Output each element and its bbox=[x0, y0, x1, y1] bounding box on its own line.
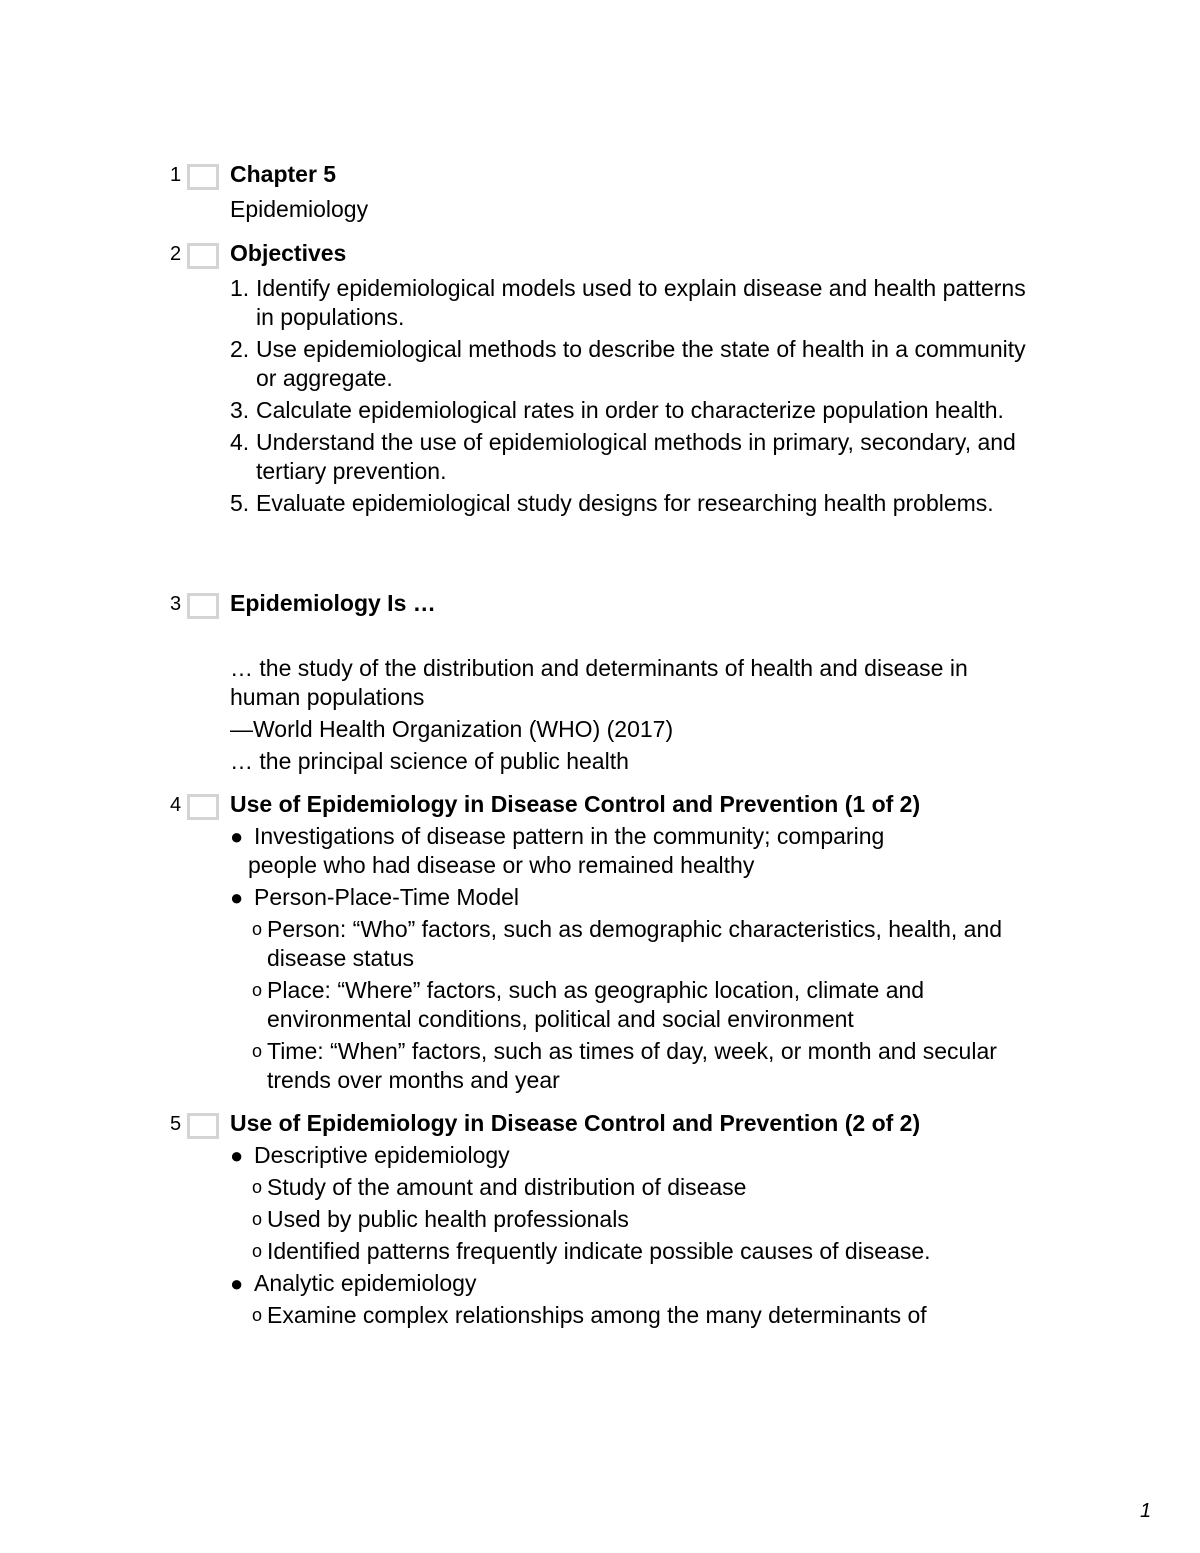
extra-statement: … the principal science of public health bbox=[230, 748, 629, 774]
slide-number: 3 bbox=[170, 593, 182, 615]
attribution: —World Health Organization (WHO) (2017) bbox=[230, 716, 674, 742]
bullet-icon: ● bbox=[230, 824, 244, 849]
sub-bullet-icon: o bbox=[252, 919, 263, 939]
list-item: 5. Evaluate epidemiological study designs for researching health problems. bbox=[230, 490, 994, 516]
bullet-item: ● Investigations of disease pattern in the community; comparing people who had disease or who remained healthy bbox=[230, 823, 885, 878]
slide-number: 5 bbox=[170, 1113, 182, 1135]
list-item: 3. Calculate epidemiological rates in order to characterize population health. bbox=[230, 397, 1004, 423]
sub-bullet-icon: o bbox=[252, 980, 263, 1000]
slide-thumbnail-box bbox=[187, 1113, 219, 1139]
sub-bullet-icon: o bbox=[252, 1241, 263, 1261]
slide-subtitle: Epidemiology bbox=[230, 196, 369, 222]
slide-number: 1 bbox=[170, 164, 182, 186]
slide-title: Epidemiology Is … bbox=[230, 590, 436, 616]
sub-bullet-item: o Study of the amount and distribution of disease bbox=[252, 1174, 747, 1200]
sub-bullet-item: o Place: “Where” factors, such as geographic location, climate and environmental conditions, political and social environment bbox=[252, 977, 925, 1032]
slide-title: Use of Epidemiology in Disease Control and Prevention (2 of 2) bbox=[230, 1110, 921, 1136]
sub-bullet-item: o Used by public health professionals bbox=[252, 1206, 629, 1232]
bullet-item: ● Person-Place-Time Model bbox=[230, 884, 520, 910]
page-number: 1 bbox=[1140, 1500, 1152, 1522]
bullet-item: ● Descriptive epidemiology bbox=[230, 1142, 510, 1168]
sub-bullet-item: o Examine complex relationships among the many determinants of bbox=[252, 1302, 927, 1328]
slide-number: 2 bbox=[170, 243, 182, 265]
definition-quote: … the study of the distribution and determinants of health and disease in human populations bbox=[230, 655, 968, 710]
slide-thumbnail-box bbox=[187, 164, 219, 190]
sub-bullet-item: o Identified patterns frequently indicate possible causes of disease. bbox=[252, 1238, 931, 1264]
sub-bullet-icon: o bbox=[252, 1305, 263, 1325]
bullet-icon: ● bbox=[230, 885, 244, 910]
slide-title: Use of Epidemiology in Disease Control and Prevention (1 of 2) bbox=[230, 791, 921, 817]
slide-thumbnail-box bbox=[187, 593, 219, 619]
slide-thumbnail-box bbox=[187, 794, 219, 820]
sub-bullet-item: o Time: “When” factors, such as times of day, week, or month and secular trends over months and year bbox=[252, 1038, 997, 1093]
list-item: 4. Understand the use of epidemiological methods in primary, secondary, and tertiary prevention. bbox=[230, 429, 1016, 484]
bullet-icon: ● bbox=[230, 1143, 244, 1168]
sub-bullet-icon: o bbox=[252, 1041, 263, 1061]
sub-bullet-icon: o bbox=[252, 1209, 263, 1229]
slide-title: Chapter 5 bbox=[230, 161, 337, 187]
slide-thumbnail-box bbox=[187, 243, 219, 269]
slide-title: Objectives bbox=[230, 240, 347, 266]
sub-bullet-item: o Person: “Who” factors, such as demographic characteristics, health, and disease status bbox=[252, 916, 1003, 971]
list-item: 2. Use epidemiological methods to describe the state of health in a community or aggregate. bbox=[230, 336, 1026, 391]
bullet-item: ● Analytic epidemiology bbox=[230, 1270, 477, 1296]
objectives-list bbox=[230, 274, 1030, 518]
sub-bullet-icon: o bbox=[252, 1177, 263, 1197]
slide-number: 4 bbox=[170, 794, 182, 816]
list-item: 1. Identify epidemiological models used to explain disease and health patterns in populations. bbox=[230, 275, 1026, 330]
bullet-icon: ● bbox=[230, 1271, 244, 1296]
